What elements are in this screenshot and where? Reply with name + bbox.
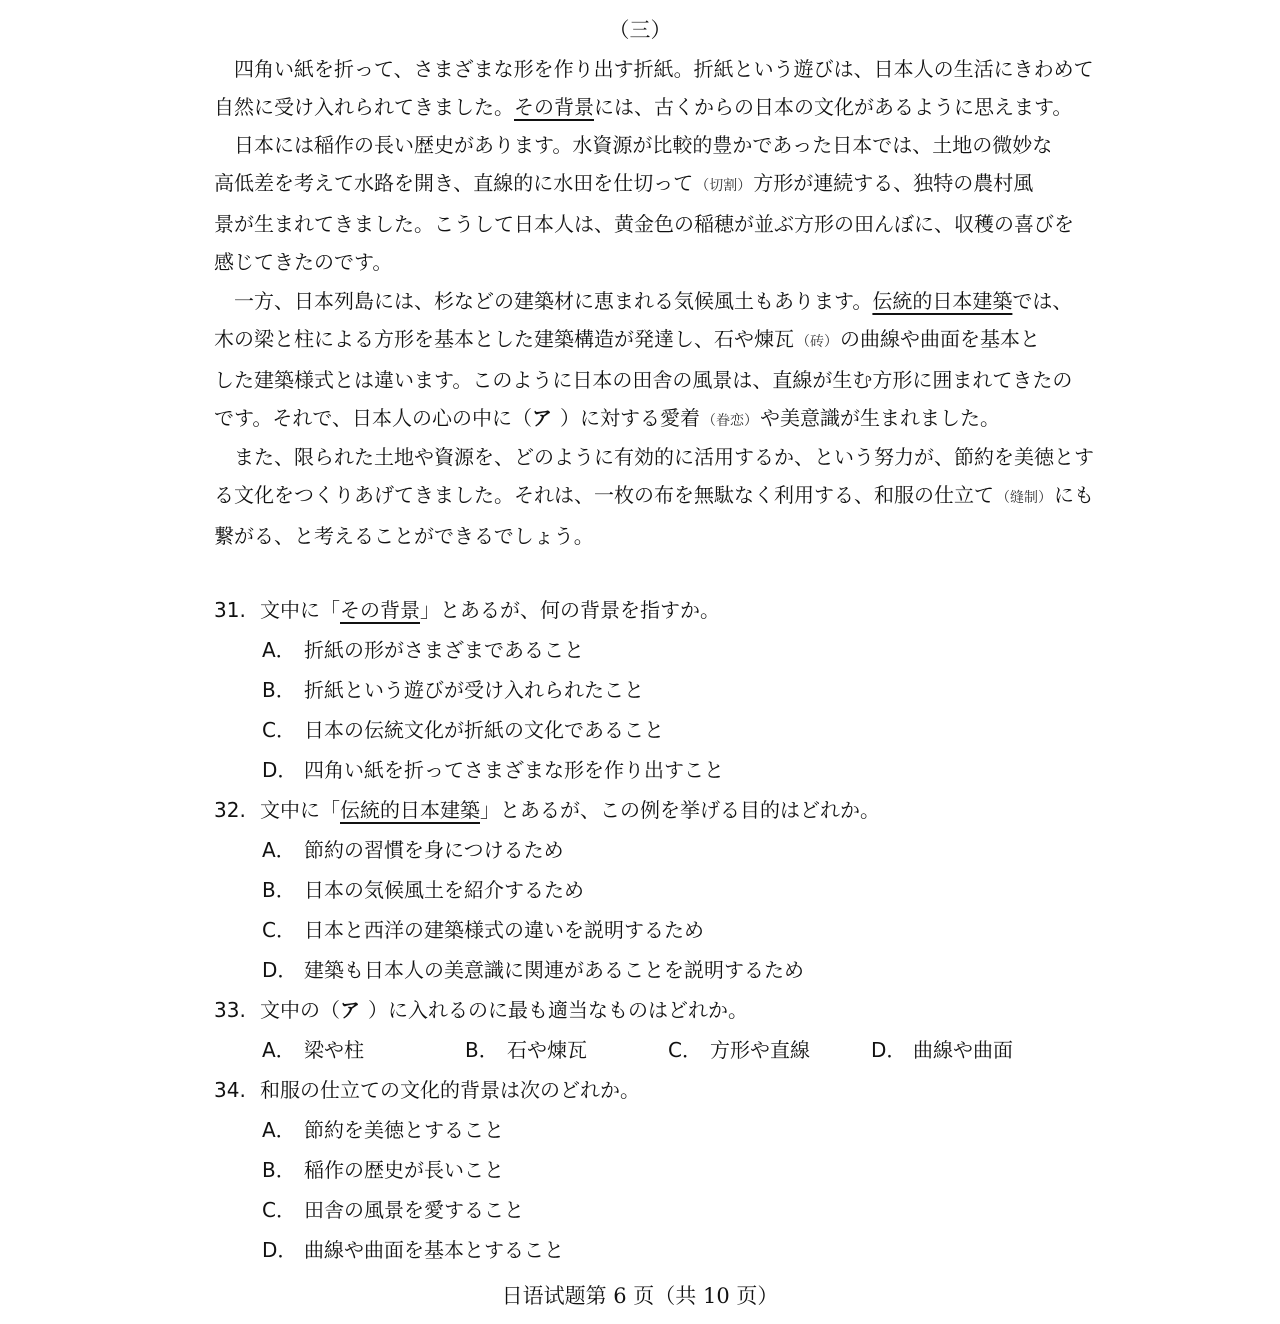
chinese-gloss: （眷恋） — [702, 413, 758, 429]
passage-text: では、 — [1012, 289, 1073, 313]
option-label: B． — [262, 878, 296, 902]
option-text: 日本と西洋の建築様式の違いを説明するため — [304, 918, 704, 942]
passage-paragraph-4 — [214, 438, 1094, 555]
option-text: 折紙の形がさまざまであること — [304, 638, 584, 662]
option-label: D． — [262, 758, 298, 782]
option-text: 方形や直線 — [710, 1038, 810, 1062]
passage-line: 景が生まれてきました。こうして日本人は、黄金色の稲穂が並ぶ方形の田んぼに、収穫の喜びを — [214, 212, 1074, 236]
option-text: 梁や柱 — [304, 1038, 364, 1062]
passage-line: 感じてきたのです。 — [214, 250, 393, 274]
question-text: 」とあるが、何の背景を指すか。 — [420, 598, 720, 622]
passage-text: 自然に受け入れられてきました。 — [214, 95, 514, 119]
passage-line — [214, 88, 1094, 126]
question-number: 34. — [214, 1078, 246, 1102]
passage-text: 高低差を考えて水路を開き、直線的に水田を仕切って — [214, 171, 694, 195]
option-34-b — [214, 1150, 1114, 1190]
passage-text: 一方、日本列島には、杉などの建築材に恵まれる気候風土もあります。 — [214, 289, 873, 313]
option-text: 田舎の風景を愛すること — [304, 1198, 524, 1222]
chinese-gloss: （缝制） — [996, 490, 1052, 506]
passage-line — [214, 282, 1094, 320]
option-31-d — [214, 750, 1114, 790]
option-32-c — [214, 910, 1114, 950]
option-32-a — [214, 830, 1114, 870]
option-text: 稲作の歴史が長いこと — [304, 1158, 504, 1182]
passage-line — [214, 320, 1094, 361]
option-label: A． — [262, 1118, 296, 1142]
question-31 — [214, 590, 1114, 630]
option-31-c — [214, 710, 1114, 750]
options-33-row — [214, 1030, 1114, 1070]
passage-text: 木の梁と柱による方形を基本とした建築構造が発達し、石や煉瓦 — [214, 327, 794, 351]
blank-a: ア — [532, 406, 560, 430]
option-33-d — [871, 1030, 1074, 1070]
passage-text: には、古くからの日本の文化があるように思えます。 — [594, 95, 1073, 119]
option-label: D． — [871, 1038, 907, 1062]
underlined-phrase: 伝統的日本建築 — [340, 798, 480, 822]
underlined-phrase-sono-haikei: その背景 — [514, 95, 594, 119]
passage-paragraph-1 — [214, 50, 1094, 126]
option-text: 曲線や曲面を基本とすること — [304, 1238, 564, 1262]
option-33-b — [465, 1030, 668, 1070]
option-label: C． — [668, 1038, 702, 1062]
passage-text: ）に対する愛着 — [560, 406, 700, 430]
option-text: 日本の伝統文化が折紙の文化であること — [304, 718, 664, 742]
passage-line: した建築様式とは違います。このように日本の田舎の風景は、直線が生む方形に囲まれてきたの — [214, 368, 1073, 392]
question-number: 31. — [214, 598, 246, 622]
passage-paragraph-3 — [214, 282, 1094, 440]
option-text: 四角い紙を折ってさまざまな形を作り出すこと — [304, 758, 724, 782]
option-label: C． — [262, 918, 296, 942]
option-label: A． — [262, 838, 296, 862]
passage-line — [214, 476, 1094, 517]
option-text: 折紙という遊びが受け入れられたこと — [304, 678, 644, 702]
option-label: B． — [262, 678, 296, 702]
option-32-d — [214, 950, 1114, 990]
blank-a: ア — [340, 998, 368, 1022]
option-text: 石や煉瓦 — [507, 1038, 587, 1062]
passage-line: 繋がる、と考えることができるでしょう。 — [214, 524, 594, 548]
option-text: 節約の習慣を身につけるため — [304, 838, 564, 862]
question-text: ）に入れるのに最も適当なものはどれか。 — [368, 998, 748, 1022]
question-text: 和服の仕立ての文化的背景は次のどれか。 — [260, 1078, 640, 1102]
option-text: 曲線や曲面 — [913, 1038, 1013, 1062]
passage-line: また、限られた土地や資源を、どのように有効的に活用するか、という努力が、節約を美徳とす — [214, 445, 1094, 469]
passage-line — [214, 164, 1094, 205]
passage-text: の曲線や曲面を基本と — [840, 327, 1040, 351]
passage-text: る文化をつくりあげてきました。それは、一枚の布を無駄なく利用する、和服の仕立て — [214, 483, 994, 507]
option-label: C． — [262, 718, 296, 742]
option-34-c — [214, 1190, 1114, 1230]
passage-line: 日本には稲作の長い歴史があります。水資源が比較的豊かであった日本では、土地の微妙な — [214, 133, 1053, 157]
section-title: （三） — [608, 18, 672, 42]
option-text: 日本の気候風土を紹介するため — [304, 878, 584, 902]
chinese-gloss: （砖） — [796, 334, 838, 350]
option-text: 節約を美徳とすること — [304, 1118, 504, 1142]
passage-line — [214, 399, 1094, 440]
question-list — [214, 590, 1114, 1270]
question-text: 文中に「 — [260, 798, 340, 822]
option-32-b — [214, 870, 1114, 910]
passage-text: や美意識が生まれました。 — [760, 406, 1000, 430]
option-34-d — [214, 1230, 1114, 1270]
passage-paragraph-2 — [214, 126, 1094, 281]
option-text: 建築も日本人の美意識に関連があることを説明するため — [304, 958, 804, 982]
option-34-a — [214, 1110, 1114, 1150]
option-label: D． — [262, 958, 298, 982]
question-number: 33. — [214, 998, 246, 1022]
underlined-phrase: その背景 — [340, 598, 420, 622]
option-31-a — [214, 630, 1114, 670]
option-33-c — [668, 1030, 871, 1070]
option-label: A． — [262, 1038, 296, 1062]
option-label: B． — [465, 1038, 499, 1062]
question-33 — [214, 990, 1114, 1030]
question-34 — [214, 1070, 1114, 1110]
question-text: 文中に「 — [260, 598, 340, 622]
option-31-b — [214, 670, 1114, 710]
question-text: 文中の（ — [260, 998, 340, 1022]
option-33-a — [262, 1030, 465, 1070]
passage-text: です。それで、日本人の心の中に（ — [214, 406, 532, 430]
question-32 — [214, 790, 1114, 830]
option-label: B． — [262, 1158, 296, 1182]
option-label: D． — [262, 1238, 298, 1262]
question-number: 32. — [214, 798, 246, 822]
option-label: C． — [262, 1198, 296, 1222]
page-footer: 日语试题第 6 页（共 10 页） — [501, 1284, 779, 1308]
question-text: 」とあるが、この例を挙げる目的はどれか。 — [480, 798, 880, 822]
underlined-phrase-dentouteki-kenchiku: 伝統的日本建築 — [872, 289, 1013, 313]
passage-text: 方形が連続する、独特の農村風 — [753, 171, 1034, 195]
passage-text: にも — [1054, 483, 1094, 507]
option-label: A． — [262, 638, 296, 662]
chinese-gloss: （切割） — [695, 178, 752, 194]
passage-line: 四角い紙を折って、さまざまな形を作り出す折紙。折紙という遊びは、日本人の生活にきわめて — [214, 57, 1094, 81]
